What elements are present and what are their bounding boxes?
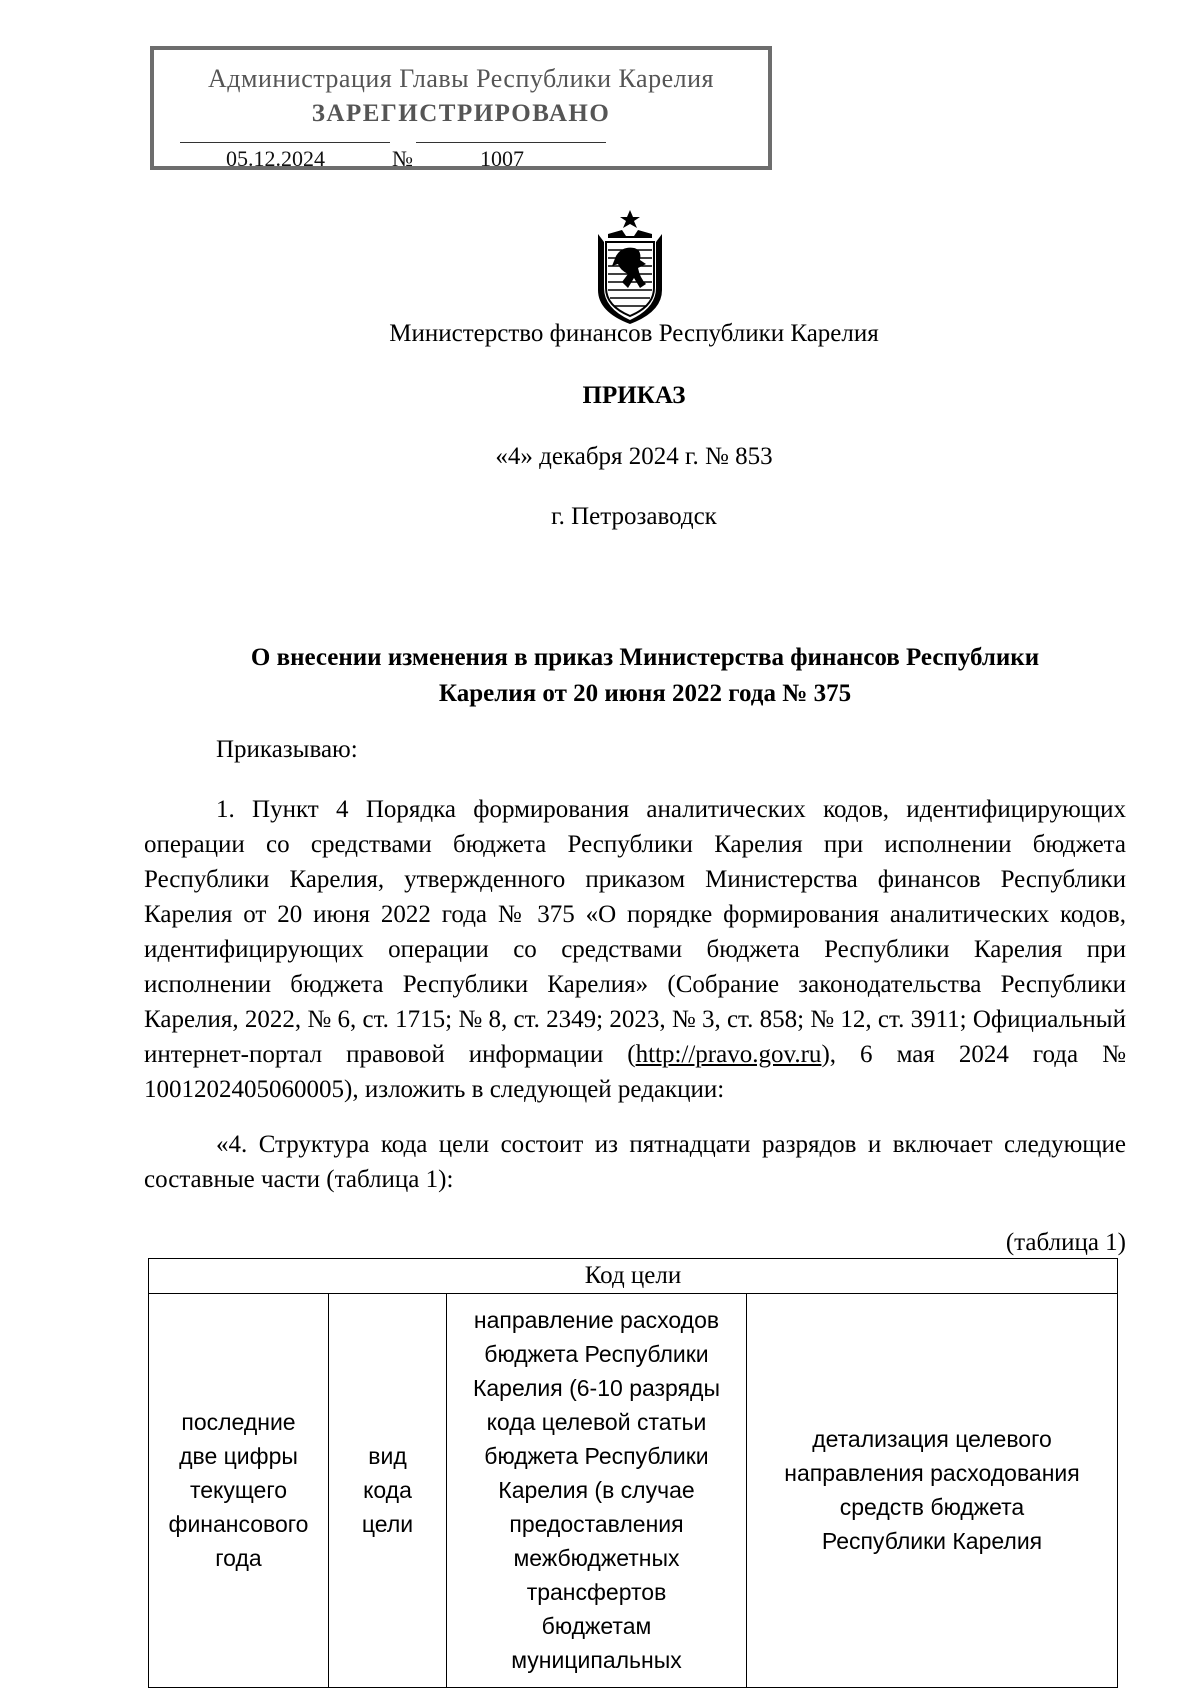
- order-date-number: «4» декабря 2024 г. № 853: [495, 443, 773, 470]
- order-subject: [170, 640, 1120, 712]
- table-column-year: [149, 1293, 329, 1687]
- table-column-direction: [447, 1293, 747, 1687]
- paragraph-1-tail: ), 6 мая 2024 года № 1001202405060005), изложить в следующей редакции:: [144, 1041, 1126, 1103]
- table-column-detail: [747, 1293, 1117, 1687]
- stamp-number-sign: №: [392, 146, 413, 171]
- table-caption: (таблица 1): [1005, 1229, 1126, 1256]
- paragraph-1: [144, 792, 1126, 1107]
- stamp-number-underline: [416, 142, 606, 143]
- stamp-date-underline: [180, 142, 390, 143]
- table-cell-code-type: вид кода цели: [361, 1443, 414, 1537]
- stamp-date: 05.12.2024: [226, 146, 325, 171]
- order-word: Приказываю:: [216, 736, 358, 763]
- table-cell-year: последние две цифры текущего финансового года: [168, 1409, 309, 1571]
- subject-line-1: О внесении изменения в приказ Министерства финансов Республики: [250, 644, 1040, 671]
- ministry-name: Министерство финансов Республики Карелия: [389, 320, 879, 347]
- registration-stamp: [150, 46, 772, 170]
- table-column-code-type: [329, 1293, 447, 1687]
- order-city: г. Петрозаводск: [551, 503, 717, 530]
- paragraph-2: «4. Структура кода цели состоит из пятнадцати разрядов и включает следующие составные части (таблица 1):: [144, 1131, 1126, 1193]
- subject-line-2: Карелия от 20 июня 2022 года № 375: [438, 680, 852, 707]
- table-header: Код цели: [149, 1259, 1117, 1294]
- stamp-number: 1007: [480, 146, 524, 171]
- karelia-coat-of-arms-icon: [582, 208, 678, 324]
- table-cell-direction: направление расходов бюджета Республики Карелия (6-10 разряды кода целевой статьи бюджета Республики Карелия (в случае предоставления межбюджетных трансфертов бюджетам муниципальных: [472, 1307, 720, 1673]
- table-cell-detail: детализация целевого направления расходования средств бюджета Республики Карелия: [784, 1426, 1080, 1554]
- document-type: ПРИКАЗ: [582, 382, 686, 409]
- paragraph-1-text: 1. Пункт 4 Порядка формирования аналитических кодов, идентифицирующих операции со средствами бюджета Республики Карелия при исполнении бюджета Республики Карелия, утвержденного приказом Министерства финансов Республики Карелия от 20 июня 2022 года № 375 «О порядке формирования аналитических кодов, идентифицирующих операции со средствами бюджета Республики Карелия при исполнении бюджета Республики Карелия» (Собрание законодательства Республики Карелия, 2022, № 6, ст. 1715; № 8, ст. 2349; 2023, № 3, ст. 858; № 12, ст. 3911; Официальный интернет-портал правовой информации (: [144, 796, 1126, 1068]
- pravo-gov-link[interactable]: http://pravo.gov.ru: [635, 1041, 822, 1068]
- stamp-status: ЗАРЕГИСТРИРОВАНО: [311, 100, 611, 127]
- goal-code-table: [148, 1258, 1118, 1688]
- stamp-organization: Администрация Главы Республики Карелия: [208, 64, 714, 93]
